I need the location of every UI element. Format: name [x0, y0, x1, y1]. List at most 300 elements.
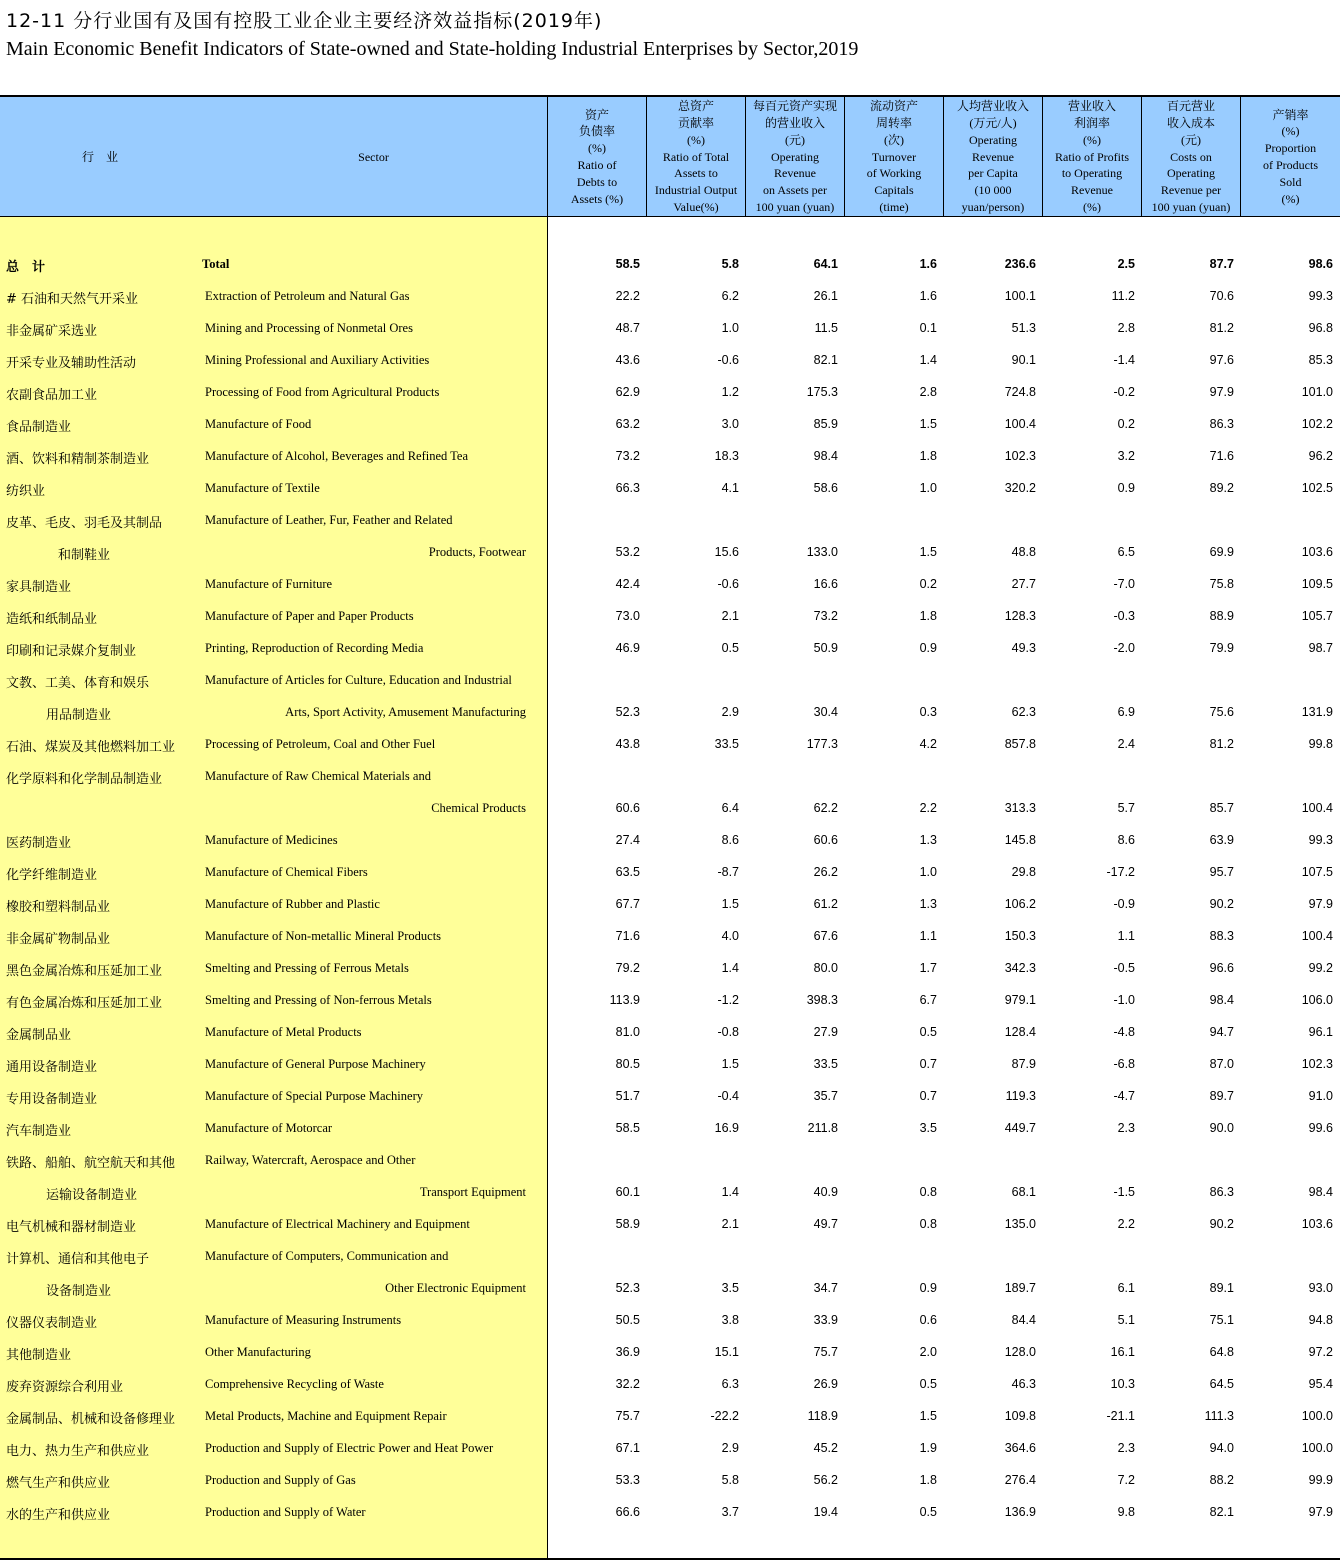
page-title-en: Main Economic Benefit Indicators of State-owned and State-holding Industrial Enterprises by Sector,2019 — [6, 38, 859, 60]
value-cell: 1.8 — [919, 449, 937, 463]
sector-name-cn: 总 计 — [6, 260, 46, 275]
value-cell: 22.2 — [615, 289, 640, 303]
value-cell: 0.9 — [919, 1281, 937, 1295]
value-cell: 58.6 — [813, 481, 838, 495]
value-cell: 63.2 — [615, 417, 640, 431]
value-cell: 34.7 — [813, 1281, 838, 1295]
sector-name-cn: 皮革、毛皮、羽毛及其制品 — [6, 516, 163, 531]
sector-name-cn: 专用设备制造业 — [6, 1092, 98, 1107]
table-row — [0, 376, 1340, 408]
sector-name-en: Manufacture of Chemical Fibers — [205, 865, 368, 879]
value-cell: 73.2 — [615, 449, 640, 463]
value-cell: 35.7 — [813, 1089, 838, 1103]
value-cell: 60.6 — [615, 801, 640, 815]
table-row — [0, 504, 1340, 536]
table-row — [0, 248, 1340, 280]
value-cell: 4.2 — [919, 737, 937, 751]
value-cell: -0.9 — [1113, 897, 1135, 911]
value-cell: 90.2 — [1209, 1217, 1234, 1231]
value-cell: 27.9 — [813, 1025, 838, 1039]
value-cell: 131.9 — [1301, 705, 1333, 719]
value-cell: 64.8 — [1209, 1345, 1234, 1359]
value-cell: 4.0 — [721, 929, 739, 943]
table-row — [0, 600, 1340, 632]
sector-name-en: Arts, Sport Activity, Amusement Manufacturing — [285, 705, 526, 719]
sector-name-en: Manufacture of Special Purpose Machinery — [205, 1089, 423, 1103]
value-cell: 81.0 — [615, 1025, 640, 1039]
value-cell: 1.3 — [919, 897, 937, 911]
header-sector-cn: 行 业 — [81, 149, 118, 164]
value-cell: 75.7 — [615, 1409, 640, 1423]
value-cell: 0.5 — [919, 1505, 937, 1519]
value-cell: 36.9 — [615, 1345, 640, 1359]
sector-name-cn: 设备制造业 — [46, 1284, 112, 1299]
value-cell: 26.1 — [813, 289, 838, 303]
table-row — [0, 728, 1340, 760]
value-cell: 1.5 — [919, 545, 937, 559]
header-indicator-1: 资产 负债率 (%) Ratio of Debts to Assets (%) — [548, 97, 647, 217]
sector-name-cn: 计算机、通信和其他电子 — [6, 1252, 150, 1267]
value-cell: -1.5 — [1113, 1185, 1135, 1199]
value-cell: 2.9 — [721, 1441, 739, 1455]
value-cell: 5.8 — [721, 257, 739, 271]
value-cell: -6.8 — [1113, 1057, 1135, 1071]
value-cell: 113.9 — [609, 993, 640, 1007]
table-row — [0, 1016, 1340, 1048]
value-cell: 0.9 — [1117, 481, 1135, 495]
value-cell: 0.8 — [919, 1217, 937, 1231]
value-cell: 102.3 — [1004, 449, 1036, 463]
page-title-cn: 12-11 分行业国有及国有控股工业企业主要经济效益指标(2019年) — [6, 10, 603, 32]
value-cell: 75.1 — [1209, 1313, 1234, 1327]
value-cell: 97.6 — [1209, 353, 1234, 367]
value-cell: 43.6 — [615, 353, 640, 367]
value-cell: 2.1 — [721, 609, 739, 623]
sector-name-cn: 石油、煤炭及其他燃料加工业 — [6, 740, 176, 755]
value-cell: 2.8 — [919, 385, 937, 399]
value-cell: 33.9 — [813, 1313, 838, 1327]
sector-name-cn: 家具制造业 — [6, 580, 72, 595]
value-cell: 106.0 — [1301, 993, 1333, 1007]
value-cell: 0.5 — [721, 641, 739, 655]
value-cell: 97.2 — [1308, 1345, 1333, 1359]
value-cell: 46.9 — [615, 641, 640, 655]
table-row — [0, 1368, 1340, 1400]
value-cell: 107.5 — [1301, 865, 1333, 879]
value-cell: 80.0 — [813, 961, 838, 975]
value-cell: -1.2 — [717, 993, 739, 1007]
table-header — [0, 95, 1340, 217]
table-row — [0, 408, 1340, 440]
value-cell: 398.3 — [806, 993, 838, 1007]
value-cell: 58.5 — [615, 257, 640, 271]
value-cell: 5.8 — [721, 1473, 739, 1487]
sector-name-en: Manufacture of General Purpose Machinery — [205, 1057, 426, 1071]
value-cell: 53.2 — [615, 545, 640, 559]
value-cell: 89.1 — [1209, 1281, 1234, 1295]
value-cell: 2.2 — [1117, 1217, 1135, 1231]
value-cell: 95.4 — [1308, 1377, 1333, 1391]
value-cell: 100.4 — [1301, 929, 1333, 943]
table-row — [0, 632, 1340, 664]
value-cell: 136.9 — [1004, 1505, 1036, 1519]
sector-name-cn: 黑色金属冶炼和压延加工业 — [6, 964, 163, 979]
value-cell: 49.3 — [1011, 641, 1036, 655]
table-row — [0, 792, 1340, 824]
value-cell: 62.9 — [615, 385, 640, 399]
value-cell: 3.2 — [1117, 449, 1135, 463]
value-cell: 43.8 — [615, 737, 640, 751]
table-row — [0, 664, 1340, 696]
value-cell: 15.1 — [714, 1345, 739, 1359]
value-cell: 0.5 — [919, 1025, 937, 1039]
value-cell: 1.5 — [721, 1057, 739, 1071]
sector-name-en: Extraction of Petroleum and Natural Gas — [205, 289, 410, 303]
sector-name-en: Manufacture of Furniture — [205, 577, 333, 591]
value-cell: 86.3 — [1209, 1185, 1234, 1199]
value-cell: 27.7 — [1011, 577, 1036, 591]
sector-name-en: Processing of Petroleum, Coal and Other Fuel — [205, 737, 436, 751]
table-row — [0, 1464, 1340, 1496]
sector-name-en: Manufacture of Measuring Instruments — [205, 1313, 402, 1327]
value-cell: 68.1 — [1011, 1185, 1036, 1199]
table-row — [0, 1112, 1340, 1144]
value-cell: 6.9 — [1117, 705, 1135, 719]
value-cell: 66.3 — [615, 481, 640, 495]
sector-name-en: Manufacture of Electrical Machinery and Equipment — [205, 1217, 470, 1231]
value-cell: 94.7 — [1209, 1025, 1234, 1039]
value-cell: 0.8 — [919, 1185, 937, 1199]
table-row — [0, 280, 1340, 312]
sector-name-cn: 文教、工美、体育和娱乐 — [6, 676, 150, 691]
value-cell: 75.6 — [1209, 705, 1234, 719]
value-cell: 135.0 — [1004, 1217, 1036, 1231]
sector-name-cn: 造纸和纸制品业 — [6, 612, 98, 627]
value-cell: 102.2 — [1301, 417, 1333, 431]
sector-name-en: Smelting and Pressing of Ferrous Metals — [205, 961, 409, 975]
sector-name-en: Manufacture of Computers, Communication and — [205, 1249, 449, 1263]
value-cell: 1.1 — [919, 929, 937, 943]
value-cell: 1.4 — [919, 353, 937, 367]
value-cell: 1.5 — [721, 897, 739, 911]
value-cell: 97.9 — [1308, 897, 1333, 911]
value-cell: 94.0 — [1209, 1441, 1234, 1455]
value-cell: 1.3 — [919, 833, 937, 847]
sector-name-cn: 农副食品加工业 — [6, 388, 98, 403]
header-indicator-8: 产销率 (%) Proportion of Products Sold (%) — [1263, 107, 1318, 206]
value-cell: 79.2 — [615, 961, 640, 975]
value-cell: 6.5 — [1117, 545, 1135, 559]
value-cell: 98.6 — [1308, 257, 1333, 271]
value-cell: 118.9 — [807, 1409, 838, 1423]
value-cell: 88.3 — [1209, 929, 1234, 943]
value-cell: 0.7 — [919, 1057, 937, 1071]
value-cell: 0.3 — [919, 705, 937, 719]
value-cell: -0.8 — [717, 1025, 739, 1039]
value-cell: -22.2 — [710, 1409, 739, 1423]
sector-name-en: Manufacture of Paper and Paper Products — [205, 609, 414, 623]
table-row — [0, 1144, 1340, 1176]
sector-name-cn: 水的生产和供应业 — [6, 1508, 111, 1523]
value-cell: 5.7 — [1117, 801, 1135, 815]
value-cell: 71.6 — [1209, 449, 1234, 463]
sector-name-cn: 用品制造业 — [46, 708, 112, 723]
sector-name-cn: 橡胶和塑料制品业 — [6, 900, 111, 915]
table-row — [0, 1048, 1340, 1080]
table-row — [0, 1176, 1340, 1208]
value-cell: 1.4 — [721, 961, 739, 975]
value-cell: 2.3 — [1117, 1441, 1135, 1455]
table-row — [0, 1496, 1340, 1528]
value-cell: 1.4 — [721, 1185, 739, 1199]
value-cell: 26.9 — [813, 1377, 838, 1391]
value-cell: 1.0 — [721, 321, 739, 335]
value-cell: 0.6 — [919, 1313, 937, 1327]
sector-name-en: Production and Supply of Gas — [205, 1473, 356, 1487]
value-cell: 145.8 — [1004, 833, 1036, 847]
value-cell: 64.1 — [813, 257, 838, 271]
sector-name-cn: 有色金属冶炼和压延加工业 — [6, 996, 163, 1011]
value-cell: 3.5 — [919, 1121, 937, 1135]
value-cell: 90.2 — [1209, 897, 1234, 911]
table-row — [0, 312, 1340, 344]
sector-name-en: Smelting and Pressing of Non-ferrous Metals — [205, 993, 432, 1007]
value-cell: 85.3 — [1308, 353, 1333, 367]
sector-name-en: Manufacture of Alcohol, Beverages and Refined Tea — [205, 449, 469, 463]
table-row — [0, 856, 1340, 888]
value-cell: 16.9 — [714, 1121, 739, 1135]
header-indicator-6: 营业收入 利润率 (%) Ratio of Profits to Operating Revenue (%) — [1043, 97, 1142, 217]
value-cell: 73.2 — [813, 609, 838, 623]
value-cell: 84.4 — [1011, 1313, 1036, 1327]
value-cell: 58.5 — [615, 1121, 640, 1135]
value-cell: 87.7 — [1209, 257, 1234, 271]
value-cell: 100.0 — [1301, 1441, 1333, 1455]
value-cell: -8.7 — [717, 865, 739, 879]
sector-name-cn: 金属制品业 — [6, 1028, 72, 1043]
sector-name-en: Railway, Watercraft, Aerospace and Other — [205, 1153, 416, 1167]
value-cell: 80.5 — [615, 1057, 640, 1071]
value-cell: 60.1 — [615, 1185, 640, 1199]
value-cell: 2.9 — [721, 705, 739, 719]
value-cell: 2.3 — [1117, 1121, 1135, 1135]
value-cell: 99.6 — [1308, 1121, 1333, 1135]
value-cell: 33.5 — [714, 737, 739, 751]
value-cell: 2.8 — [1117, 321, 1135, 335]
value-cell: 100.4 — [1004, 417, 1036, 431]
sector-name-cn: 废弃资源综合利用业 — [6, 1380, 124, 1395]
value-cell: 48.7 — [615, 321, 640, 335]
value-cell: -0.6 — [717, 577, 739, 591]
value-cell: 128.3 — [1004, 609, 1036, 623]
sector-name-cn: 汽车制造业 — [6, 1124, 72, 1139]
value-cell: 19.4 — [813, 1505, 838, 1519]
value-cell: 6.7 — [919, 993, 937, 1007]
sector-name-en: Products, Footwear — [428, 545, 526, 559]
sector-name-cn: 医药制造业 — [6, 836, 72, 851]
sector-name-en: Production and Supply of Water — [205, 1505, 366, 1519]
value-cell: 89.2 — [1209, 481, 1234, 495]
value-cell: 70.6 — [1209, 289, 1234, 303]
value-cell: 313.3 — [1004, 801, 1036, 815]
value-cell: 10.3 — [1110, 1377, 1135, 1391]
value-cell: 102.5 — [1301, 481, 1333, 495]
value-cell: 106.2 — [1004, 897, 1036, 911]
sector-name-en: Mining and Processing of Nonmetal Ores — [205, 321, 413, 335]
value-cell: 0.7 — [919, 1089, 937, 1103]
value-cell: 26.2 — [813, 865, 838, 879]
sector-name-en: Other Electronic Equipment — [385, 1281, 526, 1295]
sector-name-en: Mining Professional and Auxiliary Activities — [205, 353, 430, 367]
value-cell: 1.2 — [721, 385, 739, 399]
value-cell: 6.3 — [721, 1377, 739, 1391]
value-cell: 90.0 — [1209, 1121, 1234, 1135]
value-cell: 175.3 — [806, 385, 838, 399]
value-cell: 98.4 — [1308, 1185, 1333, 1199]
value-cell: 1.8 — [919, 609, 937, 623]
value-cell: 0.9 — [919, 641, 937, 655]
value-cell: 82.1 — [813, 353, 838, 367]
value-cell: 7.2 — [1117, 1473, 1135, 1487]
value-cell: 724.8 — [1004, 385, 1036, 399]
table-row — [0, 1240, 1340, 1272]
value-cell: 100.0 — [1301, 1409, 1333, 1423]
value-cell: 18.3 — [714, 449, 739, 463]
sector-name-cn: 铁路、船舶、航空航天和其他 — [6, 1156, 176, 1171]
value-cell: 1.5 — [919, 1409, 937, 1423]
value-cell: 105.7 — [1301, 609, 1333, 623]
table-row — [0, 1432, 1340, 1464]
value-cell: 342.3 — [1004, 961, 1036, 975]
sector-name-cn: 仪器仪表制造业 — [6, 1316, 98, 1331]
value-cell: 189.7 — [1004, 1281, 1036, 1295]
value-cell: 67.6 — [813, 929, 838, 943]
value-cell: -7.0 — [1113, 577, 1135, 591]
sector-name-cn: 通用设备制造业 — [6, 1060, 98, 1075]
value-cell: 3.8 — [721, 1313, 739, 1327]
sector-name-cn: 化学纤维制造业 — [6, 868, 98, 883]
sector-name-en: Manufacture of Motorcar — [205, 1121, 333, 1135]
table-row — [0, 696, 1340, 728]
value-cell: 364.6 — [1004, 1441, 1036, 1455]
sector-name-en: Transport Equipment — [419, 1185, 526, 1199]
value-cell: 128.0 — [1004, 1345, 1036, 1359]
value-cell: 60.6 — [813, 833, 838, 847]
value-cell: 88.9 — [1209, 609, 1234, 623]
value-cell: 33.5 — [813, 1057, 838, 1071]
value-cell: 66.6 — [615, 1505, 640, 1519]
sector-name-cn: 和制鞋业 — [58, 548, 111, 563]
value-cell: 87.9 — [1011, 1057, 1036, 1071]
value-cell: 51.7 — [615, 1089, 640, 1103]
value-cell: 3.7 — [721, 1505, 739, 1519]
sector-name-en: Other Manufacturing — [205, 1345, 311, 1359]
value-cell: 3.0 — [721, 417, 739, 431]
table-row — [0, 1336, 1340, 1368]
header-indicator-5: 人均营业收入 (万元/人) Operating Revenue per Capita (10 000 yuan/person) — [944, 97, 1043, 217]
value-cell: 79.9 — [1209, 641, 1234, 655]
value-cell: 276.4 — [1004, 1473, 1036, 1487]
value-cell: 2.1 — [721, 1217, 739, 1231]
table-row — [0, 1400, 1340, 1432]
sector-name-en: Manufacture of Rubber and Plastic — [205, 897, 380, 911]
value-cell: 100.1 — [1004, 289, 1036, 303]
value-cell: 42.4 — [615, 577, 640, 591]
value-cell: 53.3 — [615, 1473, 640, 1487]
table-row — [0, 1272, 1340, 1304]
value-cell: 102.3 — [1301, 1057, 1333, 1071]
sector-name-cn: 其他制造业 — [6, 1348, 72, 1363]
value-cell: 90.1 — [1011, 353, 1036, 367]
value-cell: 69.9 — [1209, 545, 1234, 559]
value-cell: 75.7 — [813, 1345, 838, 1359]
value-cell: 56.2 — [813, 1473, 838, 1487]
sector-name-cn: 纺织业 — [6, 484, 46, 499]
value-cell: 16.6 — [813, 577, 838, 591]
value-cell: 150.3 — [1004, 929, 1036, 943]
value-cell: 1.6 — [919, 257, 937, 271]
value-cell: 857.8 — [1004, 737, 1036, 751]
value-cell: 52.3 — [615, 1281, 640, 1295]
value-cell: 0.2 — [1117, 417, 1135, 431]
sector-name-en: Manufacture of Leather, Fur, Feather and Related — [205, 513, 453, 527]
value-cell: 82.1 — [1209, 1505, 1234, 1519]
value-cell: 48.8 — [1011, 545, 1036, 559]
value-cell: 46.3 — [1011, 1377, 1036, 1391]
table-row — [0, 472, 1340, 504]
value-cell: 111.3 — [1204, 1409, 1234, 1423]
value-cell: 96.6 — [1209, 961, 1234, 975]
value-cell: 96.1 — [1308, 1025, 1333, 1039]
sector-name-en: Manufacture of Food — [205, 417, 312, 431]
header-sector-en: Sector — [200, 97, 548, 217]
sector-name-en: Manufacture of Medicines — [205, 833, 338, 847]
value-cell: -0.6 — [717, 353, 739, 367]
sector-name-cn: 燃气生产和供应业 — [6, 1476, 111, 1491]
sector-name-cn: 非金属矿物制品业 — [6, 932, 111, 947]
value-cell: 1.6 — [919, 289, 937, 303]
value-cell: 16.1 — [1110, 1345, 1135, 1359]
sector-name-cn: 酒、饮料和精制茶制造业 — [6, 452, 150, 467]
sector-name-cn: 化学原料和化学制品制造业 — [6, 772, 163, 787]
table-row — [0, 536, 1340, 568]
value-cell: 63.9 — [1209, 833, 1234, 847]
value-cell: 8.6 — [721, 833, 739, 847]
table-row — [0, 760, 1340, 792]
value-cell: 64.5 — [1209, 1377, 1234, 1391]
value-cell: 15.6 — [714, 545, 739, 559]
value-cell: 320.2 — [1004, 481, 1036, 495]
value-cell: 62.3 — [1011, 705, 1036, 719]
value-cell: -0.2 — [1113, 385, 1135, 399]
value-cell: 1.0 — [919, 481, 937, 495]
table-row — [0, 920, 1340, 952]
value-cell: 2.0 — [919, 1345, 937, 1359]
value-cell: 62.2 — [813, 801, 838, 815]
value-cell: -0.3 — [1113, 609, 1135, 623]
table-row — [0, 888, 1340, 920]
header-indicator-7: 百元营业 收入成本 (元) Costs on Operating Revenue per 100 yuan (yuan) — [1142, 97, 1241, 217]
value-cell: 50.5 — [615, 1313, 640, 1327]
header-indicator-4: 流动资产 周转率 (次) Turnover of Working Capitals (time) — [845, 97, 944, 217]
value-cell: 99.2 — [1308, 961, 1333, 975]
value-cell: 2.4 — [1117, 737, 1135, 751]
value-cell: 5.1 — [1117, 1313, 1135, 1327]
value-cell: -0.4 — [717, 1089, 739, 1103]
value-cell: -1.0 — [1113, 993, 1135, 1007]
value-cell: -21.1 — [1106, 1409, 1135, 1423]
sector-name-cn: 非金属矿采选业 — [6, 324, 98, 339]
